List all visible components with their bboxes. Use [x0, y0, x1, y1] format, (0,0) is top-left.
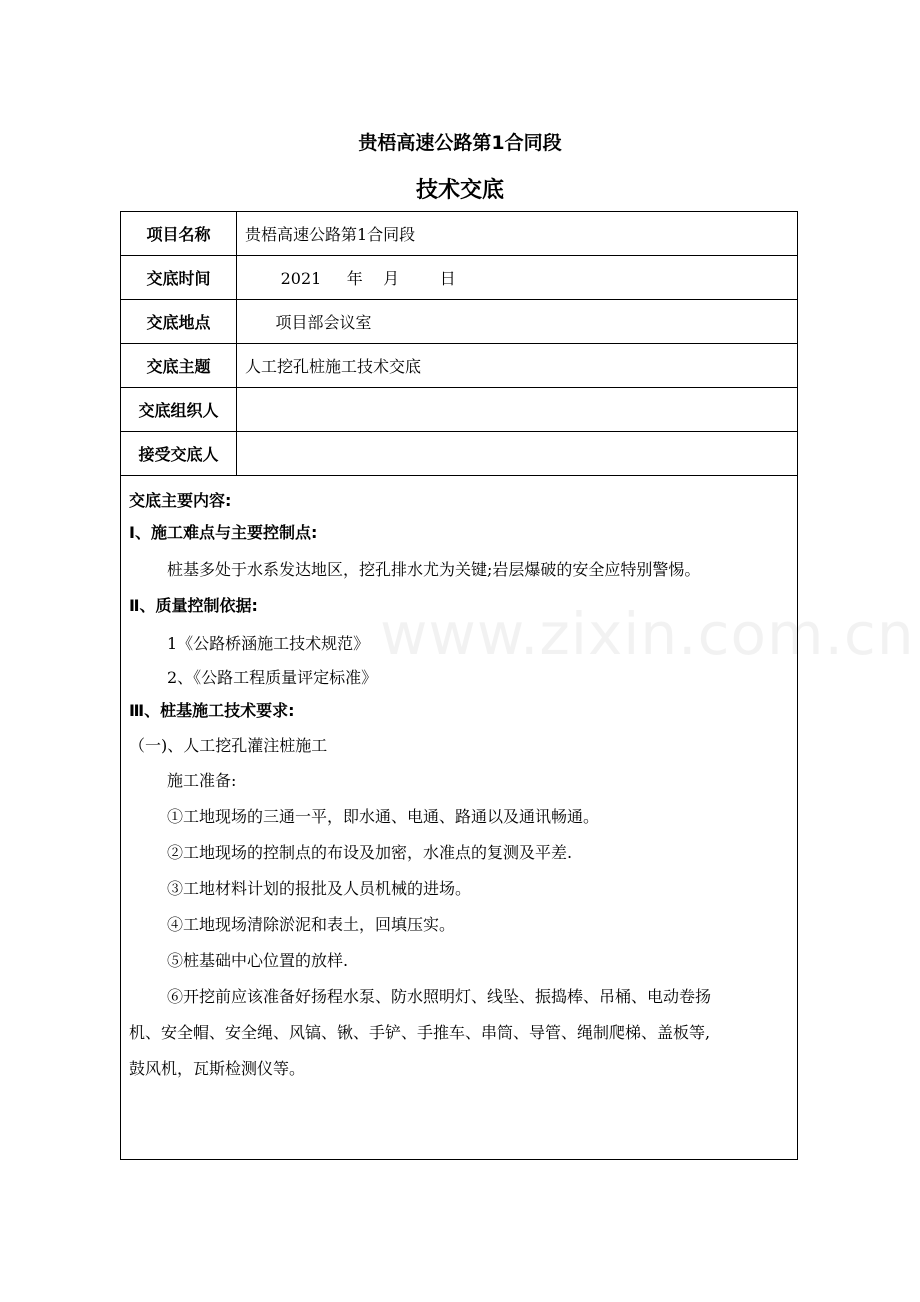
preparation-item-1: ①工地现场的三通一平，即水通、电通、路通以及通讯畅通。	[167, 807, 600, 826]
preparation-item-2: ②工地现场的控制点的布设及加密，水准点的复测及平差.	[167, 843, 573, 862]
value-organizer	[237, 388, 245, 431]
row-disclosure-time	[121, 256, 797, 300]
section-3-title: Ⅲ、桩基施工技术要求:	[129, 701, 295, 720]
value-disclosure-location: 项目部会议室	[245, 313, 372, 332]
label-recipient: 接受交底人	[121, 432, 237, 475]
preparation-item-6-line-1: ⑥开挖前应该准备好扬程水泵、防水照明灯、线坠、振捣棒、吊桶、电动卷扬	[167, 987, 712, 1006]
preparation-item-6-line-2: 机、安全帽、安全绳、风镐、锹、手铲、手推车、串筒、导管、绳制爬梯、盖板等,	[129, 1023, 711, 1042]
label-organizer: 交底组织人	[121, 388, 237, 431]
document-subtitle: 技术交底	[415, 178, 504, 203]
section-2-item-2: 2、《公路工程质量评定标准》	[167, 668, 378, 687]
value-recipient	[237, 432, 245, 475]
section-1-title: Ⅰ、施工难点与主要控制点:	[129, 523, 318, 542]
section-1-text: 桩基多处于水系发达地区，挖孔排水尤为关键;岩层爆破的安全应特别警惕。	[167, 560, 701, 579]
preparation-item-5: ⑤桩基础中心位置的放样.	[167, 951, 349, 970]
preparation-title: 施工准备:	[167, 771, 237, 790]
row-recipient	[121, 432, 797, 476]
row-disclosure-location	[121, 300, 797, 344]
watermark-text: www.zixin.com.cn	[380, 600, 915, 668]
section-2-item-1: 1《公路桥涵施工技术规范》	[167, 634, 370, 653]
section-3-subtitle: （一)、人工挖孔灌注桩施工	[129, 736, 328, 755]
label-disclosure-time: 交底时间	[121, 256, 237, 299]
value-project-name: 贵梧高速公路第1合同段	[245, 225, 416, 244]
document-title: 贵梧高速公路第1合同段	[358, 132, 562, 154]
row-disclosure-topic	[121, 344, 797, 388]
content-heading: 交底主要内容:	[129, 491, 232, 510]
preparation-item-3: ③工地材料计划的报批及人员机械的进场。	[167, 879, 472, 898]
label-disclosure-topic: 交底主题	[121, 344, 237, 387]
section-2-title: Ⅱ、质量控制依据:	[129, 596, 258, 615]
label-disclosure-location: 交底地点	[121, 300, 237, 343]
row-project-name	[121, 212, 797, 256]
disclosure-form-table	[120, 211, 798, 1160]
label-project-name: 项目名称	[121, 212, 237, 255]
preparation-item-4: ④工地现场清除淤泥和表土，回填压实。	[167, 915, 456, 934]
value-disclosure-topic: 人工挖孔桩施工技术交底	[245, 357, 422, 376]
preparation-item-6-line-3: 鼓风机，瓦斯检测仪等。	[129, 1059, 306, 1078]
value-disclosure-time: 2021 年 月 日	[245, 269, 456, 288]
row-organizer	[121, 388, 797, 432]
